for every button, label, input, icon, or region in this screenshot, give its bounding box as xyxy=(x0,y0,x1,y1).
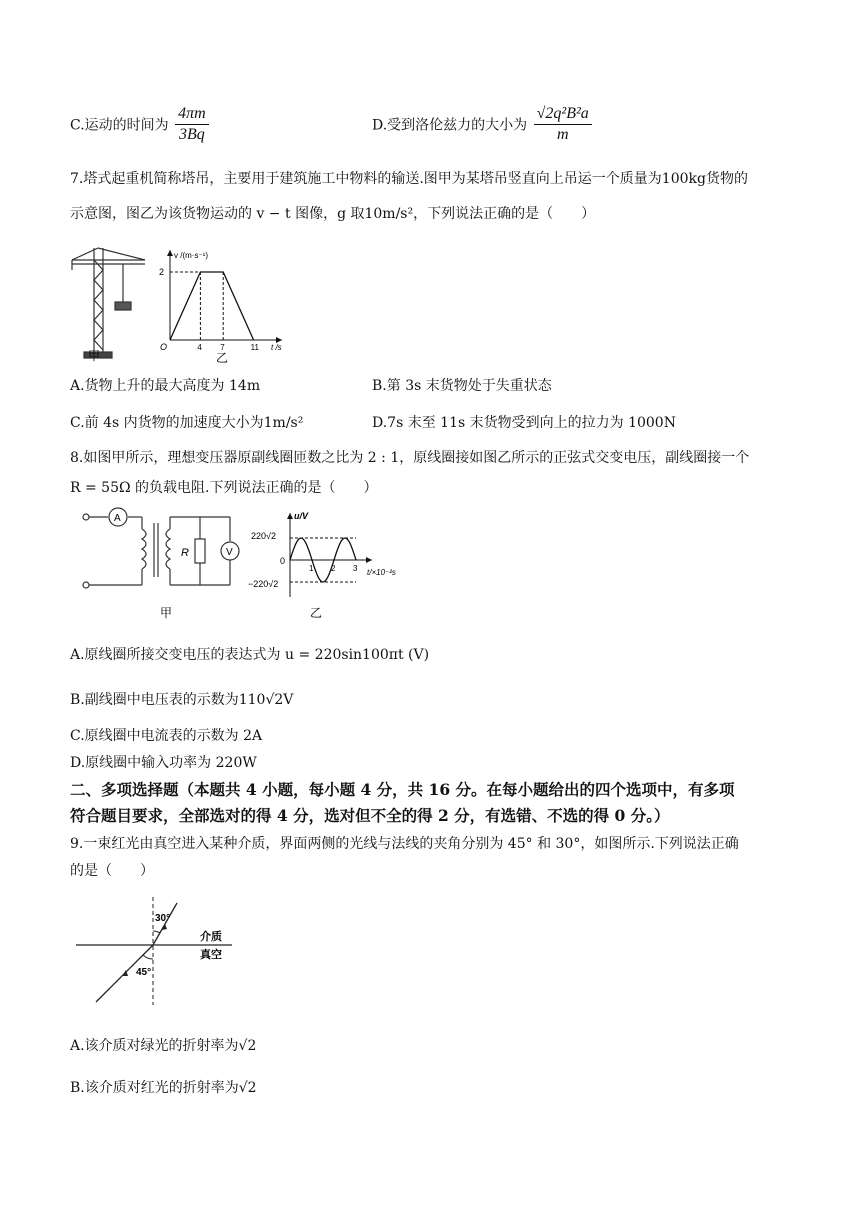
vt-graph xyxy=(159,250,282,365)
section2-heading-line2: 符合题目要求，全部选对的得 4 分，选对但不全的得 2 分，有选错、不选的得 0 分。） xyxy=(70,806,670,825)
q6-option-d-text: D.受到洛伦兹力的大小为 xyxy=(372,117,528,134)
vt-y-label: v /(m·s⁻¹) xyxy=(174,251,208,260)
q9-stem-line2: 的是（ ） xyxy=(70,863,154,879)
q7-stem-line1: 7.塔式起重机简称塔吊，主要用于建筑施工中物料的输送.图甲为某塔吊竖直向上吊运一个质量为100kg货物的 xyxy=(70,171,748,187)
q9-option-b: B.该介质对红光的折射率为√2 xyxy=(70,1080,257,1096)
ut-y-zero: 0 xyxy=(280,556,286,566)
vt-y-arrow xyxy=(167,250,173,256)
q7-figure xyxy=(70,240,290,365)
medium-label: 介质 xyxy=(200,930,222,943)
q6-option-d-numerator: √2q²B²a xyxy=(534,104,592,125)
q7-label-yi: 乙 xyxy=(216,351,229,365)
q6-option-c-denominator: 3Bq xyxy=(179,126,205,143)
resistor-label: R xyxy=(181,547,189,559)
vt-origin: O xyxy=(160,342,168,352)
ut-x-arrow xyxy=(366,557,372,563)
q8-stem-line1: 8.如图甲所示，理想变压器原副线圈匝数之比为 2 : 1，原线圈接如图乙所示的正弦式交变电压，副线圈接一个 xyxy=(70,450,750,466)
q8-option-b: B.副线圈中电压表的示数为110√2V xyxy=(70,692,294,708)
ut-x-tick-1: 1 xyxy=(309,564,314,573)
vt-y-tick: 2 xyxy=(159,267,165,277)
angle-45-label: 45° xyxy=(136,967,152,978)
q6-option-c xyxy=(70,104,211,145)
q9-refraction-figure xyxy=(72,895,237,1010)
q7-stem-line2: 示意图，图乙为该货物运动的 v − t 图像，g 取10m/s²，下列说法正确的是（ ） xyxy=(70,206,596,222)
q7-option-b: B.第 3s 末货物处于失重状态 xyxy=(372,378,552,394)
q6-option-d xyxy=(372,104,594,145)
ut-y-arrow xyxy=(287,513,293,519)
angle-30-label: 30° xyxy=(155,913,171,924)
ut-x-label: t/×10⁻²s xyxy=(367,568,396,577)
q6-option-c-numerator: 4πm xyxy=(175,104,209,125)
q8-option-a: A.原线圈所接交变电压的表达式为 u = 220sin100πt (V) xyxy=(70,647,430,663)
q7-option-d: D.7s 末至 11s 末货物受到向上的拉力为 1000N xyxy=(372,415,676,431)
vt-x-tick-11: 11 xyxy=(250,343,259,352)
q7-option-a: A.货物上升的最大高度为 14m xyxy=(70,378,261,394)
ammeter-label: A xyxy=(114,513,121,524)
section2-heading-line1: 二、多项选择题（本题共 4 小题，每小题 4 分，共 16 分。在每小题给出的四个选项中，有多项 xyxy=(70,780,735,799)
vt-x-tick-7: 7 xyxy=(220,343,225,352)
q8-option-c: C.原线圈中电流表的示数为 2A xyxy=(70,728,263,744)
vt-x-label: t /s xyxy=(271,343,282,352)
q7-label-jia: 甲 xyxy=(88,349,101,363)
q8-option-d: D.原线圈中输入功率为 220W xyxy=(70,755,257,771)
ut-y-label: u/V xyxy=(294,511,309,521)
vt-curve xyxy=(170,272,254,340)
q8-figure xyxy=(72,505,422,623)
q6-option-c-fraction xyxy=(175,104,209,145)
vacuum-label: 真空 xyxy=(200,948,222,961)
ut-graph xyxy=(248,511,396,620)
crane-drawing xyxy=(72,248,145,358)
q8-label-yi: 乙 xyxy=(310,606,323,620)
vt-x-tick-4: 4 xyxy=(197,343,202,352)
ut-x-tick-3: 3 xyxy=(353,564,358,573)
q8-label-jia: 甲 xyxy=(160,606,173,620)
ut-x-tick-2: 2 xyxy=(331,564,336,573)
q9-stem-line1: 9.一束红光由真空进入某种介质，界面两侧的光线与法线的夹角分别为 45° 和 30°，如图所示.下列说法正确 xyxy=(70,836,739,852)
q6-option-d-fraction xyxy=(534,104,592,145)
voltmeter-label: V xyxy=(226,547,233,558)
angle-45-arc xyxy=(143,955,153,959)
transformer-circuit xyxy=(83,514,239,588)
angle-30-arc xyxy=(153,931,160,933)
ut-y-min: −220√2 xyxy=(248,579,279,589)
q8-stem-line2: R = 55Ω 的负载电阻.下列说法正确的是（ ） xyxy=(70,480,378,496)
q6-option-c-text: C.运动的时间为 xyxy=(70,117,169,134)
q7-option-c: C.前 4s 内货物的加速度大小为1m/s² xyxy=(70,415,304,431)
ut-y-max: 220√2 xyxy=(251,531,276,541)
q6-option-d-denominator: m xyxy=(556,126,569,143)
q9-option-a: A.该介质对绿光的折射率为√2 xyxy=(70,1038,257,1054)
